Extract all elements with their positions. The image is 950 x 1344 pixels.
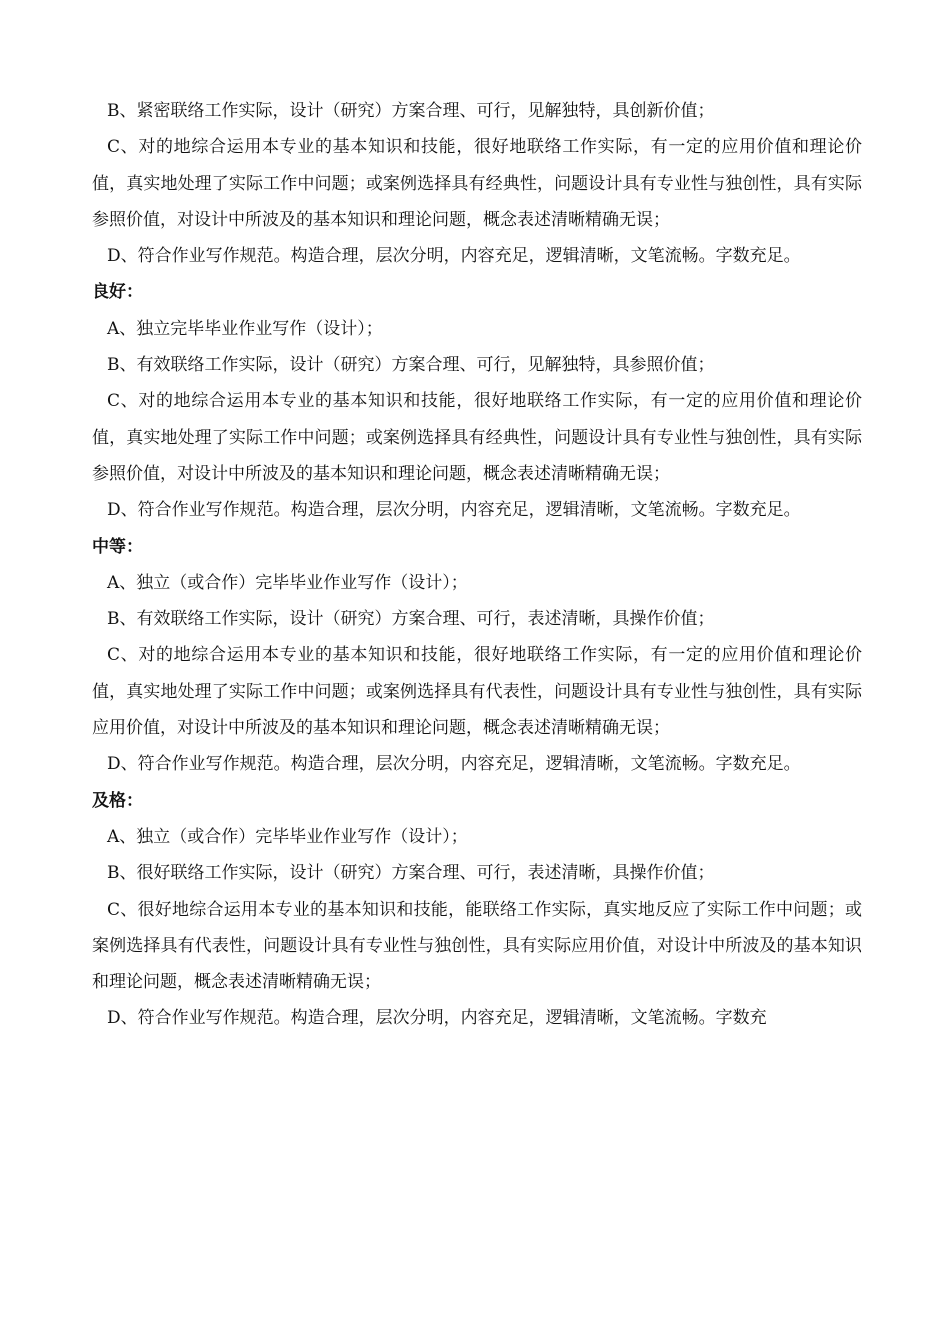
section-medium [92, 529, 862, 783]
criterion-c: C、对的地综合运用本专业的基本知识和技能，很好地联络工作实际，有一定的应用价值和理论价值，真实地处理了实际工作中问题；或案例选择具有经典性，问题设计具有专业性与独创性，具有实际参照价值，对设计中所波及的基本知识和理论问题，概念表述清晰精确无误； [92, 137, 862, 230]
criterion-b: B、有效联络工作实际，设计（研究）方案合理、可行，表述清晰，具操作价值； [107, 609, 715, 630]
grade-heading-medium: 中等： [92, 536, 143, 557]
criterion-c: C、很好地综合运用本专业的基本知识和技能，能联络工作实际，真实地反应了实际工作中问题；或案例选择具有代表性，问题设计具有专业性与独创性，具有实际应用价值，对设计中所波及的基本知识和理论问题，概念表述清晰精确无误； [92, 899, 862, 993]
criterion-a: A、独立完毕毕业作业写作（设计）； [107, 318, 383, 339]
criterion-c: C、对的地综合运用本专业的基本知识和技能，很好地联络工作实际，有一定的应用价值和理论价值，真实地处理了实际工作中问题；或案例选择具有代表性，问题设计具有专业性与独创性，具有实际应用价值，对设计中所波及的基本知识和理论问题，概念表述清晰精确无误； [92, 645, 862, 739]
criterion-b: B、有效联络工作实际，设计（研究）方案合理、可行，见解独特，具参照价值； [107, 355, 715, 376]
criterion-d: D、符合作业写作规范。构造合理，层次分明，内容充足，逻辑清晰，文笔流畅。字数充足。 [107, 246, 801, 267]
grade-heading-good: 良好： [92, 282, 143, 303]
criterion-d: D、符合作业写作规范。构造合理，层次分明，内容充足，逻辑清晰，文笔流畅。字数充 [107, 1008, 767, 1029]
criterion-b: B、紧密联络工作实际，设计（研究）方案合理、可行，见解独特，具创新价值； [107, 101, 715, 121]
section-excellent-continued [92, 93, 862, 274]
criterion-a: A、独立（或合作）完毕毕业作业写作（设计）； [107, 572, 468, 593]
criterion-a: A、独立（或合作）完毕毕业作业写作（设计）； [107, 826, 468, 847]
document-page [92, 93, 862, 1037]
section-pass [92, 783, 862, 1037]
section-good [92, 274, 862, 528]
criterion-b: B、很好联络工作实际，设计（研究）方案合理、可行，表述清晰，具操作价值； [107, 863, 715, 884]
criterion-d: D、符合作业写作规范。构造合理，层次分明，内容充足，逻辑清晰，文笔流畅。字数充足。 [107, 500, 801, 521]
criterion-c: C、对的地综合运用本专业的基本知识和技能，很好地联络工作实际，有一定的应用价值和理论价值，真实地处理了实际工作中问题；或案例选择具有经典性，问题设计具有专业性与独创性，具有实际参照价值，对设计中所波及的基本知识和理论问题，概念表述清晰精确无误； [92, 391, 862, 484]
criterion-d: D、符合作业写作规范。构造合理，层次分明，内容充足，逻辑清晰，文笔流畅。字数充足。 [107, 754, 801, 775]
grade-heading-pass: 及格： [92, 790, 143, 811]
